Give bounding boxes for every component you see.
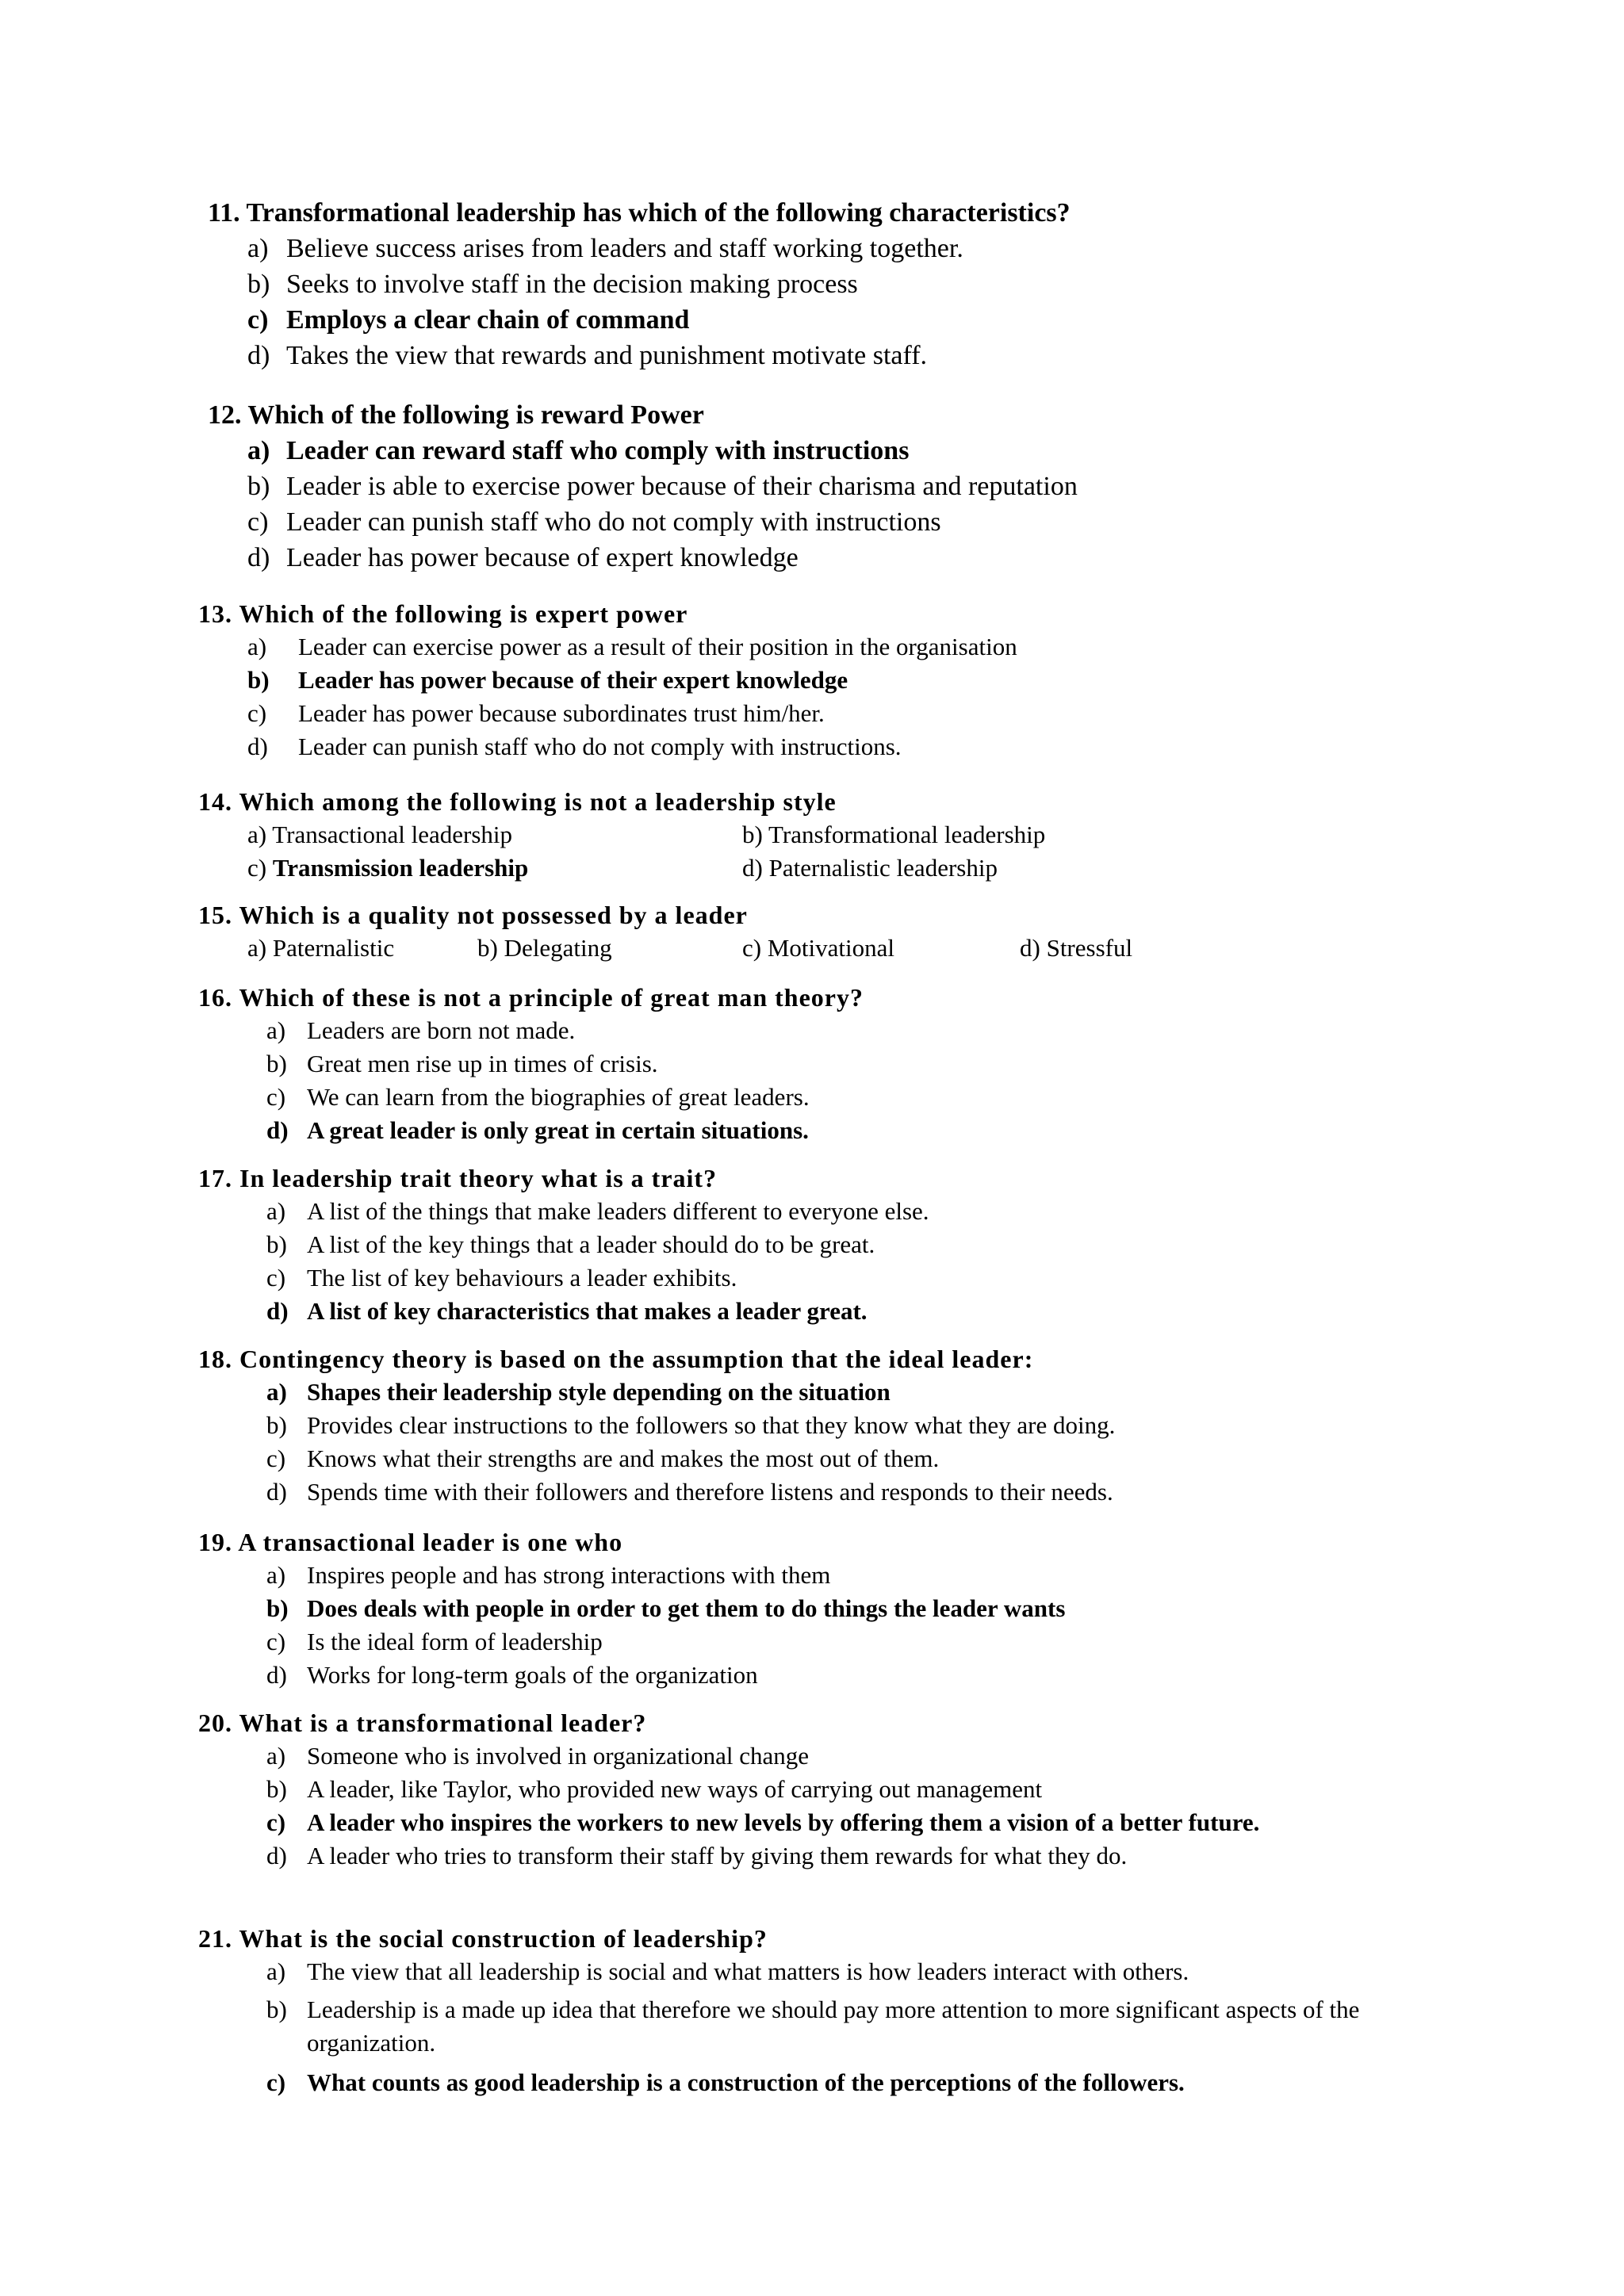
question-title: 18. Contingency theory is based on the assumption that the ideal leader: [198, 1345, 1034, 1373]
question-16 [198, 981, 864, 1147]
question-18 [198, 1342, 1115, 1509]
option-b: b) Great men rise up in times of crisis. [266, 1050, 658, 1077]
option-a-answer: a) Leader can reward staff who comply with instructions [247, 436, 910, 465]
option-b: b) Provides clear instructions to the followers so that they know what they are doing. [266, 1411, 1116, 1439]
option-a: a) Believe success arises from leaders and staff working together. [247, 234, 963, 263]
question-title: 13. Which of the following is expert power [198, 599, 688, 628]
question-19 [198, 1525, 1065, 1692]
option-a: a) Leaders are born not made. [266, 1016, 576, 1044]
option-c: c) Leader has power because subordinates trust him/her. [247, 699, 825, 727]
question-12 [208, 397, 1078, 576]
option-a: a) Transactional leadership [247, 821, 513, 848]
option-a: a) Paternalistic [247, 934, 395, 962]
option-d: d) Leader can punish staff who do not comply with instructions. [247, 733, 902, 760]
option-d: d) Paternalistic leadership [742, 854, 998, 882]
option-grid [247, 932, 1258, 965]
option-d: d) Takes the view that rewards and punishment motivate staff. [247, 341, 928, 370]
question-14 [198, 785, 1139, 885]
option-c-answer: c) Transmission leadership [247, 854, 529, 882]
option-list [266, 1559, 1065, 1692]
option-c: c) Is the ideal form of leadership [266, 1628, 603, 1655]
option-grid [247, 818, 1139, 885]
question-11 [208, 195, 1071, 373]
option-c: c) The list of key behaviours a leader exhibits. [266, 1264, 737, 1292]
option-a: a) The view that all leadership is social and what matters is how leaders interact with others. [266, 1957, 1189, 1985]
option-b: b) Seeks to involve staff in the decision making process [247, 270, 858, 299]
option-d: d) Works for long-term goals of the organization [266, 1661, 758, 1689]
option-a: a) Leader can exercise power as a result of their position in the organisation [247, 633, 1017, 660]
question-title: 14. Which among the following is not a leadership style [198, 787, 837, 816]
option-list [266, 1955, 1433, 2099]
option-b-answer: b) Does deals with people in order to get them to do things the leader wants [266, 1594, 1066, 1622]
option-c-answer: c) A leader who inspires the workers to new levels by offering them a vision of a better future. [266, 1808, 1260, 1836]
question-title: 20. What is a transformational leader? [198, 1709, 647, 1737]
option-a: a) A list of the things that make leaders different to everyone else. [266, 1197, 929, 1225]
question-title: 12. Which of the following is reward Power [208, 400, 704, 430]
question-17 [198, 1161, 929, 1328]
question-title: 16. Which of these is not a principle of great man theory? [198, 983, 864, 1012]
question-title: 21. What is the social construction of leadership? [198, 1924, 768, 1953]
option-b: b) A leader, like Taylor, who provided new ways of carrying out management [266, 1775, 1043, 1803]
option-d-answer: d) A great leader is only great in certain situations. [266, 1116, 809, 1144]
option-c-answer: c) What counts as good leadership is a construction of the perceptions of the followers. [266, 2068, 1185, 2096]
option-list [266, 1739, 1330, 1873]
option-a: a) Inspires people and has strong interactions with them [266, 1561, 831, 1589]
option-b-answer: b) Leader has power because of their expert knowledge [247, 666, 848, 694]
question-title: 19. A transactional leader is one who [198, 1528, 623, 1556]
option-d: d) Spends time with their followers and therefore listens and responds to their needs. [266, 1478, 1113, 1506]
option-d: d) Leader has power because of expert knowledge [247, 543, 799, 572]
question-title: 11. Transformational leadership has which of the following characteristics? [208, 198, 1071, 228]
option-c: c) Leader can punish staff who do not comply with instructions [247, 507, 941, 537]
option-list [266, 1014, 864, 1147]
option-b: b) Delegating [477, 934, 612, 962]
option-c: c) Motivational [742, 934, 894, 962]
option-a: a) Someone who is involved in organizational change [266, 1742, 810, 1770]
option-b: b) A list of the key things that a leader should do to be great. [266, 1230, 875, 1258]
question-title: 15. Which is a quality not possessed by a leader [198, 901, 748, 929]
question-21 [198, 1922, 1433, 2099]
option-list [247, 433, 1078, 576]
option-c-answer: c) Employs a clear chain of command [247, 305, 690, 335]
option-c: c) Knows what their strengths are and makes the most out of them. [266, 1445, 940, 1472]
option-b: b) Transformational leadership [742, 821, 1046, 848]
option-list [266, 1195, 929, 1328]
option-c: c) We can learn from the biographies of great leaders. [266, 1083, 810, 1111]
option-list [247, 231, 1071, 373]
option-list [247, 630, 1017, 763]
option-d-answer: d) A list of key characteristics that makes a leader great. [266, 1297, 868, 1325]
question-20 [198, 1706, 1330, 1873]
option-b: b) Leader is able to exercise power because of their charisma and reputation [247, 472, 1078, 501]
option-b: b) Leadership is a made up idea that therefore we should pay more attention to more significant aspects of the organization. [266, 1996, 1360, 2057]
question-title: 17. In leadership trait theory what is a trait? [198, 1164, 718, 1192]
option-list [266, 1376, 1115, 1509]
option-a-answer: a) Shapes their leadership style depending on the situation [266, 1378, 891, 1406]
option-d: d) A leader who tries to transform their staff by giving them rewards for what they do. [266, 1842, 1128, 1869]
question-13 [198, 597, 1017, 763]
option-d: d) Stressful [1020, 934, 1133, 962]
question-15 [198, 898, 1258, 965]
